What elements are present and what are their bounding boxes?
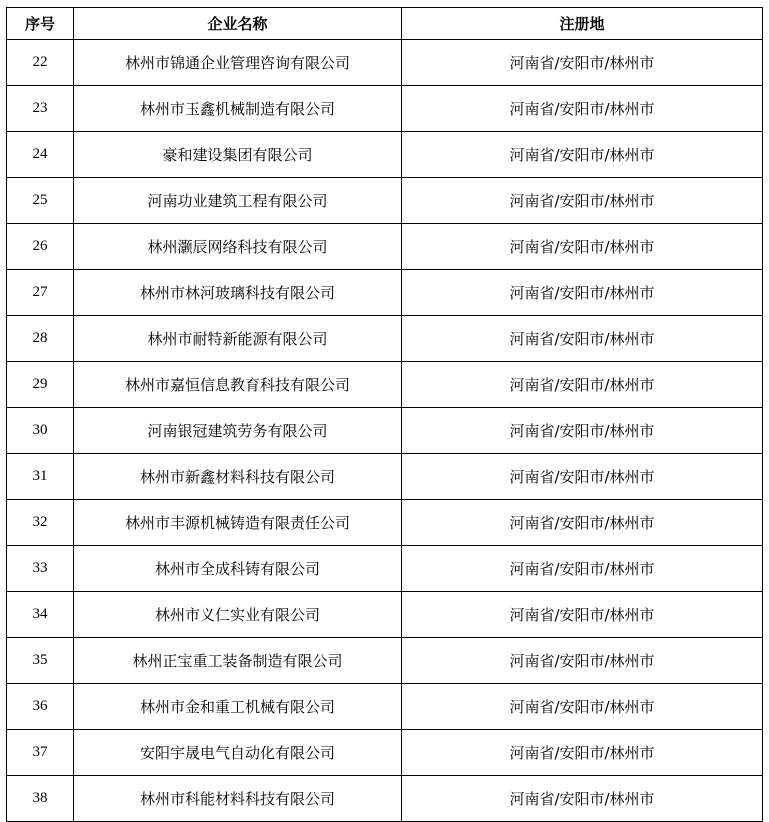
cell-enterprise-name: 林州市金和重工机械有限公司 bbox=[74, 684, 402, 730]
cell-enterprise-name: 河南功业建筑工程有限公司 bbox=[74, 178, 402, 224]
cell-serial-number: 25 bbox=[7, 178, 74, 224]
table-row bbox=[7, 86, 763, 132]
header-registered-location: 注册地 bbox=[402, 8, 763, 40]
table-body bbox=[7, 40, 763, 822]
cell-serial-number: 22 bbox=[7, 40, 74, 86]
cell-serial-number: 24 bbox=[7, 132, 74, 178]
header-serial-number: 序号 bbox=[7, 8, 74, 40]
cell-serial-number: 33 bbox=[7, 546, 74, 592]
cell-enterprise-name: 林州市玉鑫机械制造有限公司 bbox=[74, 86, 402, 132]
cell-serial-number: 29 bbox=[7, 362, 74, 408]
cell-registered-location: 河南省/安阳市/林州市 bbox=[402, 40, 763, 86]
cell-enterprise-name: 林州市锦通企业管理咨询有限公司 bbox=[74, 40, 402, 86]
cell-enterprise-name: 林州市耐特新能源有限公司 bbox=[74, 316, 402, 362]
cell-enterprise-name: 林州市科能材料科技有限公司 bbox=[74, 776, 402, 822]
table-row bbox=[7, 638, 763, 684]
cell-registered-location: 河南省/安阳市/林州市 bbox=[402, 408, 763, 454]
cell-serial-number: 35 bbox=[7, 638, 74, 684]
cell-registered-location: 河南省/安阳市/林州市 bbox=[402, 546, 763, 592]
table-row bbox=[7, 684, 763, 730]
table-row bbox=[7, 546, 763, 592]
cell-enterprise-name: 林州市丰源机械铸造有限责任公司 bbox=[74, 500, 402, 546]
table-row bbox=[7, 454, 763, 500]
cell-registered-location: 河南省/安阳市/林州市 bbox=[402, 730, 763, 776]
cell-enterprise-name: 林州正宝重工装备制造有限公司 bbox=[74, 638, 402, 684]
cell-serial-number: 36 bbox=[7, 684, 74, 730]
cell-registered-location: 河南省/安阳市/林州市 bbox=[402, 178, 763, 224]
cell-serial-number: 32 bbox=[7, 500, 74, 546]
cell-registered-location: 河南省/安阳市/林州市 bbox=[402, 684, 763, 730]
cell-enterprise-name: 河南银冠建筑劳务有限公司 bbox=[74, 408, 402, 454]
cell-enterprise-name: 安阳宇晟电气自动化有限公司 bbox=[74, 730, 402, 776]
cell-serial-number: 38 bbox=[7, 776, 74, 822]
cell-registered-location: 河南省/安阳市/林州市 bbox=[402, 316, 763, 362]
table-row bbox=[7, 408, 763, 454]
cell-serial-number: 31 bbox=[7, 454, 74, 500]
cell-registered-location: 河南省/安阳市/林州市 bbox=[402, 592, 763, 638]
cell-serial-number: 34 bbox=[7, 592, 74, 638]
cell-serial-number: 27 bbox=[7, 270, 74, 316]
table-row bbox=[7, 500, 763, 546]
cell-registered-location: 河南省/安阳市/林州市 bbox=[402, 776, 763, 822]
cell-enterprise-name: 林州市全成科铸有限公司 bbox=[74, 546, 402, 592]
cell-registered-location: 河南省/安阳市/林州市 bbox=[402, 638, 763, 684]
cell-serial-number: 26 bbox=[7, 224, 74, 270]
cell-serial-number: 28 bbox=[7, 316, 74, 362]
cell-enterprise-name: 林州市林河玻璃科技有限公司 bbox=[74, 270, 402, 316]
cell-registered-location: 河南省/安阳市/林州市 bbox=[402, 454, 763, 500]
cell-registered-location: 河南省/安阳市/林州市 bbox=[402, 132, 763, 178]
cell-enterprise-name: 林州市义仁实业有限公司 bbox=[74, 592, 402, 638]
table-row bbox=[7, 730, 763, 776]
cell-registered-location: 河南省/安阳市/林州市 bbox=[402, 362, 763, 408]
table-row bbox=[7, 362, 763, 408]
table-row bbox=[7, 270, 763, 316]
cell-serial-number: 23 bbox=[7, 86, 74, 132]
header-enterprise-name: 企业名称 bbox=[74, 8, 402, 40]
cell-registered-location: 河南省/安阳市/林州市 bbox=[402, 500, 763, 546]
enterprise-table bbox=[6, 7, 763, 822]
table-row bbox=[7, 40, 763, 86]
cell-registered-location: 河南省/安阳市/林州市 bbox=[402, 86, 763, 132]
table-row bbox=[7, 316, 763, 362]
table-row bbox=[7, 776, 763, 822]
table-row bbox=[7, 224, 763, 270]
cell-serial-number: 37 bbox=[7, 730, 74, 776]
table-header-row bbox=[7, 8, 763, 40]
cell-registered-location: 河南省/安阳市/林州市 bbox=[402, 270, 763, 316]
table-row bbox=[7, 178, 763, 224]
table-row bbox=[7, 592, 763, 638]
cell-serial-number: 30 bbox=[7, 408, 74, 454]
cell-enterprise-name: 豪和建设集团有限公司 bbox=[74, 132, 402, 178]
cell-registered-location: 河南省/安阳市/林州市 bbox=[402, 224, 763, 270]
table-row bbox=[7, 132, 763, 178]
cell-enterprise-name: 林州市嘉恒信息教育科技有限公司 bbox=[74, 362, 402, 408]
cell-enterprise-name: 林州市新鑫材料科技有限公司 bbox=[74, 454, 402, 500]
cell-enterprise-name: 林州灏辰网络科技有限公司 bbox=[74, 224, 402, 270]
